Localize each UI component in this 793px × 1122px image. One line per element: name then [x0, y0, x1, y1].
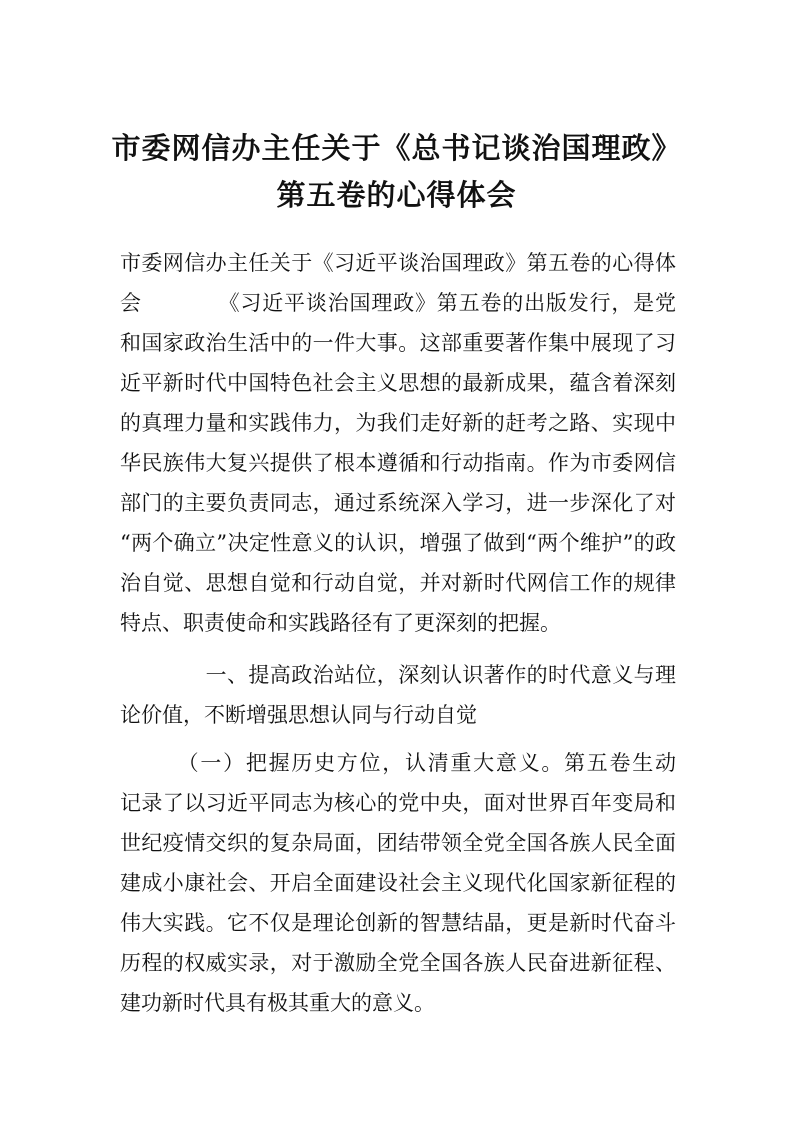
document-title-line-2: 第五卷的心得体会 — [276, 178, 517, 212]
body-line-19: 建功新时代具有极其重大的意义。 — [120, 991, 435, 1015]
section-heading-line-1: 一、提高政治站位，深刻认识著作的时代意义与理 — [120, 663, 676, 687]
body-line-14: 记录了以习近平同志为核心的党中央，面对世界百年变局和 — [120, 791, 676, 815]
body-line-8: “两个确立”决定性意义的认识，增强了做到“两个维护”的政 — [120, 531, 676, 555]
document-title-line-1: 市委网信办主任关于《总书记谈治国理政》 — [111, 131, 682, 165]
body-line-2: 会 《习近平谈治国理政》第五卷的出版发行，是党 — [120, 291, 676, 315]
body-line-4: 近平新时代中国特色社会主义思想的最新成果，蕴含着深刻 — [120, 371, 676, 395]
body-line-13: （一）把握历史方位，认清重大意义。第五卷生动 — [120, 751, 676, 775]
body-line-17: 伟大实践。它不仅是理论创新的智慧结晶，更是新时代奋斗 — [120, 911, 676, 935]
body-line-10: 特点、职责使命和实践路径有了更深刻的把握。 — [120, 611, 561, 635]
body-line-6: 华民族伟大复兴提供了根本遵循和行动指南。作为市委网信 — [120, 451, 676, 475]
body-line-15: 世纪疫情交织的复杂局面，团结带领全党全国各族人民全面 — [120, 831, 676, 855]
body-line-9: 治自觉、思想自觉和行动自觉，并对新时代网信工作的规律 — [120, 571, 676, 595]
body-line-3: 和国家政治生活中的一件大事。这部重要著作集中展现了习 — [120, 331, 676, 355]
body-line-7: 部门的主要负责同志，通过系统深入学习，进一步深化了对 — [120, 491, 676, 515]
section-heading-line-2: 论价值，不断增强思想认同与行动自觉 — [120, 703, 477, 727]
body-line-5: 的真理力量和实践伟力，为我们走好新的赶考之路、实现中 — [120, 411, 676, 435]
body-line-1: 市委网信办主任关于《习近平谈治国理政》第五卷的心得体 — [120, 251, 676, 275]
body-line-18: 历程的权威实录，对于激励全党全国各族人民奋进新征程、 — [120, 951, 676, 975]
body-line-16: 建成小康社会、开启全面建设社会主义现代化国家新征程的 — [120, 871, 676, 895]
